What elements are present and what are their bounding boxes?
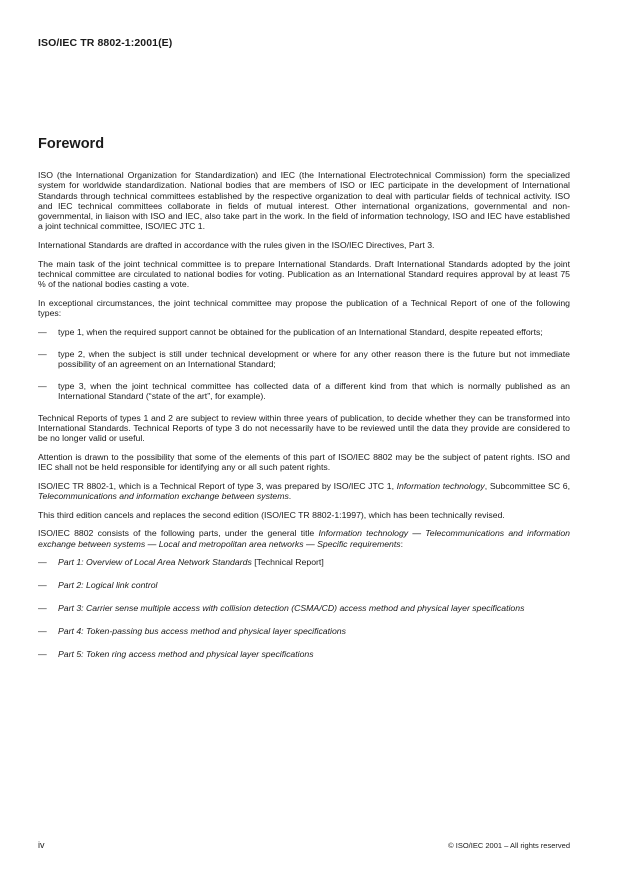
list-item-text: type 2, when the subject is still under technical development or where for any other reason there is the future but not immediate possibility of an agreement on an International Standard;	[58, 348, 570, 369]
dash-marker: —	[38, 326, 47, 337]
list-item-text	[58, 626, 570, 636]
text-run: :	[400, 538, 404, 549]
paragraph: This third edition cancels and replaces the second edition (ISO/IEC TR 8802-1:1997), which has been technically revised.	[38, 509, 505, 520]
list-item	[38, 603, 570, 613]
page-title: Foreword	[38, 136, 105, 152]
list-item	[38, 327, 570, 337]
list-item-text	[58, 603, 570, 613]
paragraph	[38, 528, 570, 549]
foreword-body	[38, 170, 570, 672]
text-run: .	[288, 491, 292, 502]
paragraph: International Standards are drafted in accordance with the rules given in the ISO/IEC Directives, Part 3.	[38, 240, 435, 251]
text-run-italic: Telecommunications and information exchange between systems	[38, 491, 289, 502]
text-run-italic: Information technology — Telecommunications and information exchange between systems — Local and metropolitan area networks — Specific requirements	[38, 528, 570, 549]
dash-marker: —	[38, 348, 47, 359]
list-item-text	[58, 649, 570, 659]
text-run: ISO/IEC TR 8802-1, which is a Technical Report of type 3, was prepared by ISO/IEC JTC 1,	[38, 480, 397, 491]
part-title: Part 3: Carrier sense multiple access with collision detection (CSMA/CD) access method and physical layer specifications	[58, 602, 525, 613]
page-number: iv	[38, 840, 45, 850]
list-item	[38, 557, 570, 567]
copyright-notice: © ISO/IEC 2001 – All rights reserved	[448, 841, 570, 850]
text-run-italic: Information technology	[396, 480, 485, 491]
list-item	[38, 349, 570, 370]
dash-marker: —	[38, 380, 47, 391]
list-item	[38, 381, 570, 402]
dash-marker: —	[38, 625, 47, 636]
part-title: Part 1: Overview of Local Area Network Standards	[58, 557, 252, 568]
dash-marker: —	[38, 557, 47, 568]
document-id-header: ISO/IEC TR 8802-1:2001(E)	[38, 37, 173, 49]
paragraph: The main task of the joint technical committee is to prepare International Standards. Draft International Standards adopted by the joint technical committee are circulated to national bodies for voting. Publication as an International Standard requires approval by at least 75 % of the national bodies casting a vote.	[38, 258, 570, 290]
paragraph: Technical Reports of types 1 and 2 are subject to review within three years of publication, to decide whether they can be transformed into International Standards. Technical Reports of type 3 do not necessarily have to be reviewed until the data they provide are considered to be no longer valid or useful.	[38, 412, 570, 444]
text-run: , Subcommittee SC 6,	[484, 480, 570, 491]
list-item-text: type 3, when the joint technical committee has collected data of a different kind from that which is normally published as an International Standard (“state of the art”, for example).	[58, 380, 570, 401]
list-item-text	[58, 580, 570, 590]
part-note: [Technical Report]	[251, 557, 324, 568]
list-item-text: type 1, when the required support cannot be obtained for the publication of an International Standard, despite repeated efforts;	[58, 326, 543, 337]
part-title: Part 5: Token ring access method and physical layer specifications	[58, 648, 314, 659]
part-title: Part 4: Token-passing bus access method and physical layer specifications	[58, 625, 346, 636]
dash-marker: —	[38, 602, 47, 613]
dash-marker: —	[38, 648, 47, 659]
paragraph: In exceptional circumstances, the joint technical committee may propose the publication of a Technical Report of one of the following types:	[38, 297, 570, 319]
list-item	[38, 580, 570, 590]
text-run: ISO/IEC 8802 consists of the following parts, under the general title	[38, 528, 319, 539]
list-item	[38, 626, 570, 636]
paragraph: Attention is drawn to the possibility that some of the elements of this part of ISO/IEC 8802 may be the subject of patent rights. ISO and IEC shall not be held responsible for identifying any or all such patent rights.	[38, 451, 570, 473]
dash-marker: —	[38, 580, 47, 591]
list-item	[38, 649, 570, 659]
paragraph: ISO (the International Organization for Standardization) and IEC (the International Electrotechnical Commission) form the specialized system for worldwide standardization. National bodies that are members of ISO or IEC participate in the development of International Standards through technical committees established by the respective organization to deal with particular fields of technical activity. ISO and IEC technical committees collaborate in fields of mutual interest. Other international organizations, governmental and non-governmental, in liaison with ISO and IEC, also take part in the work. In the field of information technology, ISO and IEC have established a joint technical committee, ISO/IEC JTC 1.	[38, 170, 570, 232]
report-types-list	[38, 327, 570, 401]
parts-list	[38, 557, 570, 659]
part-title: Part 2: Logical link control	[58, 580, 158, 591]
list-item-text	[58, 557, 570, 567]
paragraph	[38, 481, 570, 502]
